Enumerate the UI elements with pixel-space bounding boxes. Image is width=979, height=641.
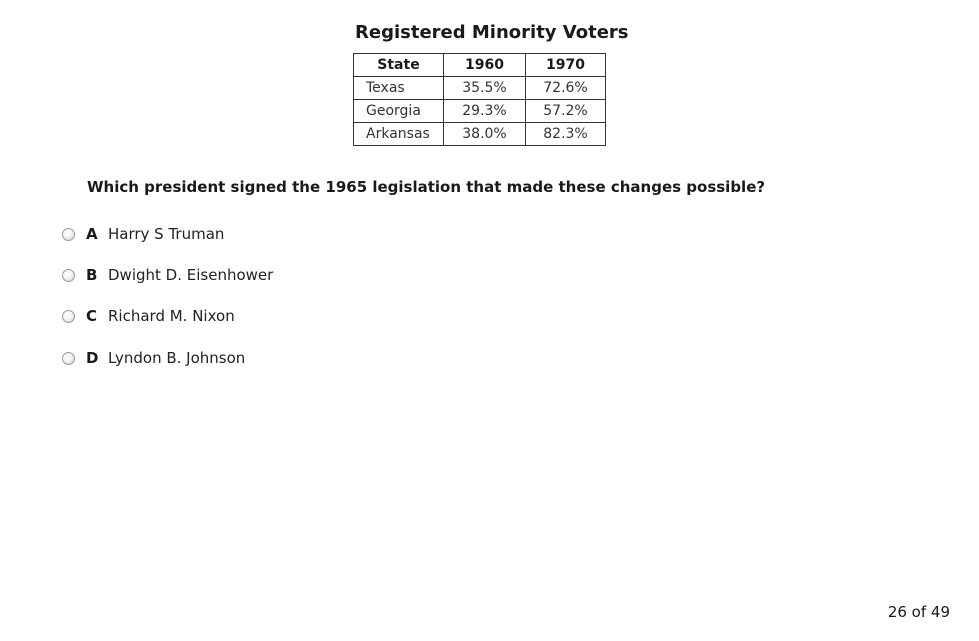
table-row <box>354 77 606 100</box>
state-cell: Georgia <box>354 100 444 123</box>
value-cell-1970: 72.6% <box>526 77 606 100</box>
option-text: Harry S Truman <box>108 225 225 243</box>
option-text: Richard M. Nixon <box>108 307 235 325</box>
column-header-1970: 1970 <box>526 54 606 77</box>
option-text: Lyndon B. Johnson <box>108 349 246 367</box>
value-cell-1960: 38.0% <box>444 123 526 146</box>
radio-button-d[interactable] <box>62 352 75 365</box>
table-row <box>354 123 606 146</box>
page-counter: 26 of 49 <box>887 603 950 621</box>
state-cell: Texas <box>354 77 444 100</box>
answer-option-b[interactable] <box>62 264 273 286</box>
state-cell: Arkansas <box>354 123 444 146</box>
option-letter: B <box>86 266 98 284</box>
radio-button-c[interactable] <box>62 310 75 323</box>
option-letter: D <box>86 349 99 367</box>
answer-option-a[interactable] <box>62 223 224 245</box>
option-text: Dwight D. Eisenhower <box>108 266 274 284</box>
table-row <box>354 100 606 123</box>
value-cell-1970: 82.3% <box>526 123 606 146</box>
option-letter: A <box>86 225 98 243</box>
question-text: Which president signed the 1965 legislation that made these changes possible? <box>87 178 766 196</box>
value-cell-1970: 57.2% <box>526 100 606 123</box>
option-letter: C <box>86 307 98 325</box>
value-cell-1960: 29.3% <box>444 100 526 123</box>
answer-option-c[interactable] <box>62 305 235 327</box>
column-header-1960: 1960 <box>444 54 526 77</box>
table-header-row <box>354 54 606 77</box>
column-header-state: State <box>354 54 444 77</box>
radio-button-a[interactable] <box>62 228 75 241</box>
table-title: Registered Minority Voters <box>355 22 629 43</box>
radio-button-b[interactable] <box>62 269 75 282</box>
registered-voters-table <box>353 53 606 146</box>
value-cell-1960: 35.5% <box>444 77 526 100</box>
answer-option-d[interactable] <box>62 347 245 369</box>
